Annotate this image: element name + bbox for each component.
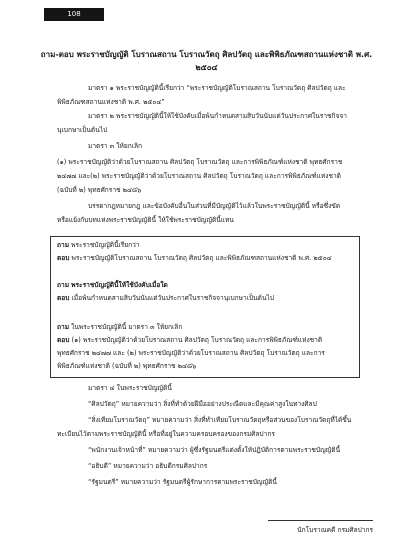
definition-line: “ศิลปวัตถุ” หมายความว่า สิ่งที่ทำด้วยฝีมืออย่างประณีตและมีคุณค่าสูงในทางศิลป — [88, 400, 317, 408]
definition-line: “พนักงานเจ้าหน้าที่” หมายความว่า ผู้ซึ่งรัฐมนตรีแต่งตั้งให้ปฏิบัติการตามพระราชบัญญัตินี้ — [88, 446, 341, 454]
paragraph-line: บรรดากฎหมายกฎ และข้อบังคับอื่นในส่วนที่มีบัญญัติไว้แล้วในพระราชบัญญัตินี้ หรือซึ่งขัด — [88, 202, 341, 210]
paragraph-line: นุเบกษาเป็นต้นไป — [57, 126, 108, 134]
document-title — [0, 48, 413, 74]
answer-text: พระราชบัญญัติโบราณสถาน โบราณวัตถุ ศิลปวัตถุ และพิพิธภัณฑสถานแห่งชาติ พ.ศ. ๒๕๐๔ — [71, 254, 332, 262]
question-text: พระราชบัญญัตินี้ให้ใช้บังคับเมื่อใด — [71, 281, 168, 289]
definition-line: ทะเบียนไว้ตามพระราชบัญญัตินี้ หรือที่อยู่ในความครอบครองของกรมศิลปากร — [57, 430, 275, 438]
definition-line: “อธิบดี” หมายความว่า อธิบดีกรมศิลปากร — [88, 462, 208, 470]
paragraph-line: มาตรา ๒ พระราชบัญญัตินี้ให้ใช้บังคับเมื่อพ้นกำหนดสามสิบวันนับแต่วันประกาศในราชกิจจา — [88, 112, 347, 120]
section-line: มาตรา ๔ ในพระราชบัญญัตินี้ — [88, 384, 172, 392]
paragraph-line: (ฉบับที่ ๒) พุทธศักราช ๒๔๘๖ — [57, 186, 142, 194]
title-line-2: ๒๕๐๔ — [195, 63, 218, 72]
answer-text: (๑) พระราชบัญญัติว่าด้วยโบราณสถาน ศิลปวัตถุ โบราณวัตถุ และการพิพิธภัณฑ์แห่งชาติ — [71, 336, 323, 344]
answer-3-line-3: พิพิธภัณฑ์แห่งชาติ (ฉบับที่ ๒) พุทธศักราช ๒๔๘๖ — [57, 362, 197, 370]
question-3 — [57, 323, 182, 332]
title-line-1: ถาม-ตอบ พระราชบัญญัติ โบราณสถาน โบราณวัตถุ ศิลปวัตถุ และพิพิธภัณฑสถานแห่งชาติ พ.ศ. — [40, 50, 373, 59]
question-text: พระราชบัญญัตินี้เรียกว่า — [71, 241, 140, 249]
footer-divider — [268, 520, 373, 521]
answer-2 — [57, 294, 274, 303]
paragraph-line: มาตรา ๓ ให้ยกเลิก — [88, 142, 142, 150]
answer-3-line-2: พุทธศักราช ๒๔๗๗ และ (๒) พระราชบัญญัติว่าด้วยโบราณสถาน ศิลปวัตถุ โบราณวัตถุ และการ — [57, 349, 325, 357]
answer-label: ตอบ — [57, 336, 70, 344]
paragraph-line: หรือแย้งกับบทแห่งพระราชบัญญัตินี้ ให้ใช้พระราชบัญญัตินี้แทน — [57, 216, 234, 224]
definition-line: “รัฐมนตรี” หมายความว่า รัฐมนตรีผู้รักษาการตามพระราชบัญญัตินี้ — [88, 478, 277, 486]
question-label: ถาม — [57, 241, 70, 249]
paragraph-line: มาตรา ๑ พระราชบัญญัตินี้เรียกว่า “พระราชบัญญัติโบราณสถาน โบราณวัตถุ ศิลปวัตถุ และ — [88, 84, 346, 92]
answer-label: ตอบ — [57, 294, 70, 302]
answer-3 — [57, 336, 322, 345]
paragraph-line: พิพิธภัณฑสถานแห่งชาติ พ.ศ. ๒๕๐๔” — [57, 98, 165, 106]
answer-1 — [57, 254, 332, 263]
question-text: ในพระราชบัญญัตินี้ มาตรา ๓ ให้ยกเลิก — [71, 323, 183, 331]
question-label: ถาม — [57, 323, 70, 331]
qa-box — [50, 236, 360, 378]
question-2 — [57, 281, 168, 290]
question-label: ถาม — [57, 281, 70, 289]
answer-text: เมื่อพ้นกำหนดสามสิบวันนับแต่วันประกาศในราชกิจจานุเบกษาเป็นต้นไป — [71, 294, 274, 302]
paragraph-line: (๑) พระราชบัญญัติว่าด้วยโบราณสถาน ศิลปวัตถุ โบราณวัตถุ และการพิพิธภัณฑ์แห่งชาติ พุทธศักราช — [57, 158, 343, 166]
page-footer: นักโบราณคดี กรมศิลปากร — [297, 526, 373, 534]
answer-label: ตอบ — [57, 254, 70, 262]
definition-line: “สิ่งเทียมโบราณวัตถุ” หมายความว่า สิ่งที่ทำเทียมโบราณวัตถุหรือส่วนของโบราณวัตถุที่ได้ขึ้น — [88, 416, 352, 424]
question-1 — [57, 241, 140, 250]
paragraph-line: ๒๔๗๗ และ(๒) พระราชบัญญัติว่าด้วยโบราณสถาน ศิลปวัตถุ โบราณวัตถุ และการพิพิธภัณฑ์แห่งชาติ — [57, 172, 341, 180]
page-number: 108 — [44, 8, 104, 21]
